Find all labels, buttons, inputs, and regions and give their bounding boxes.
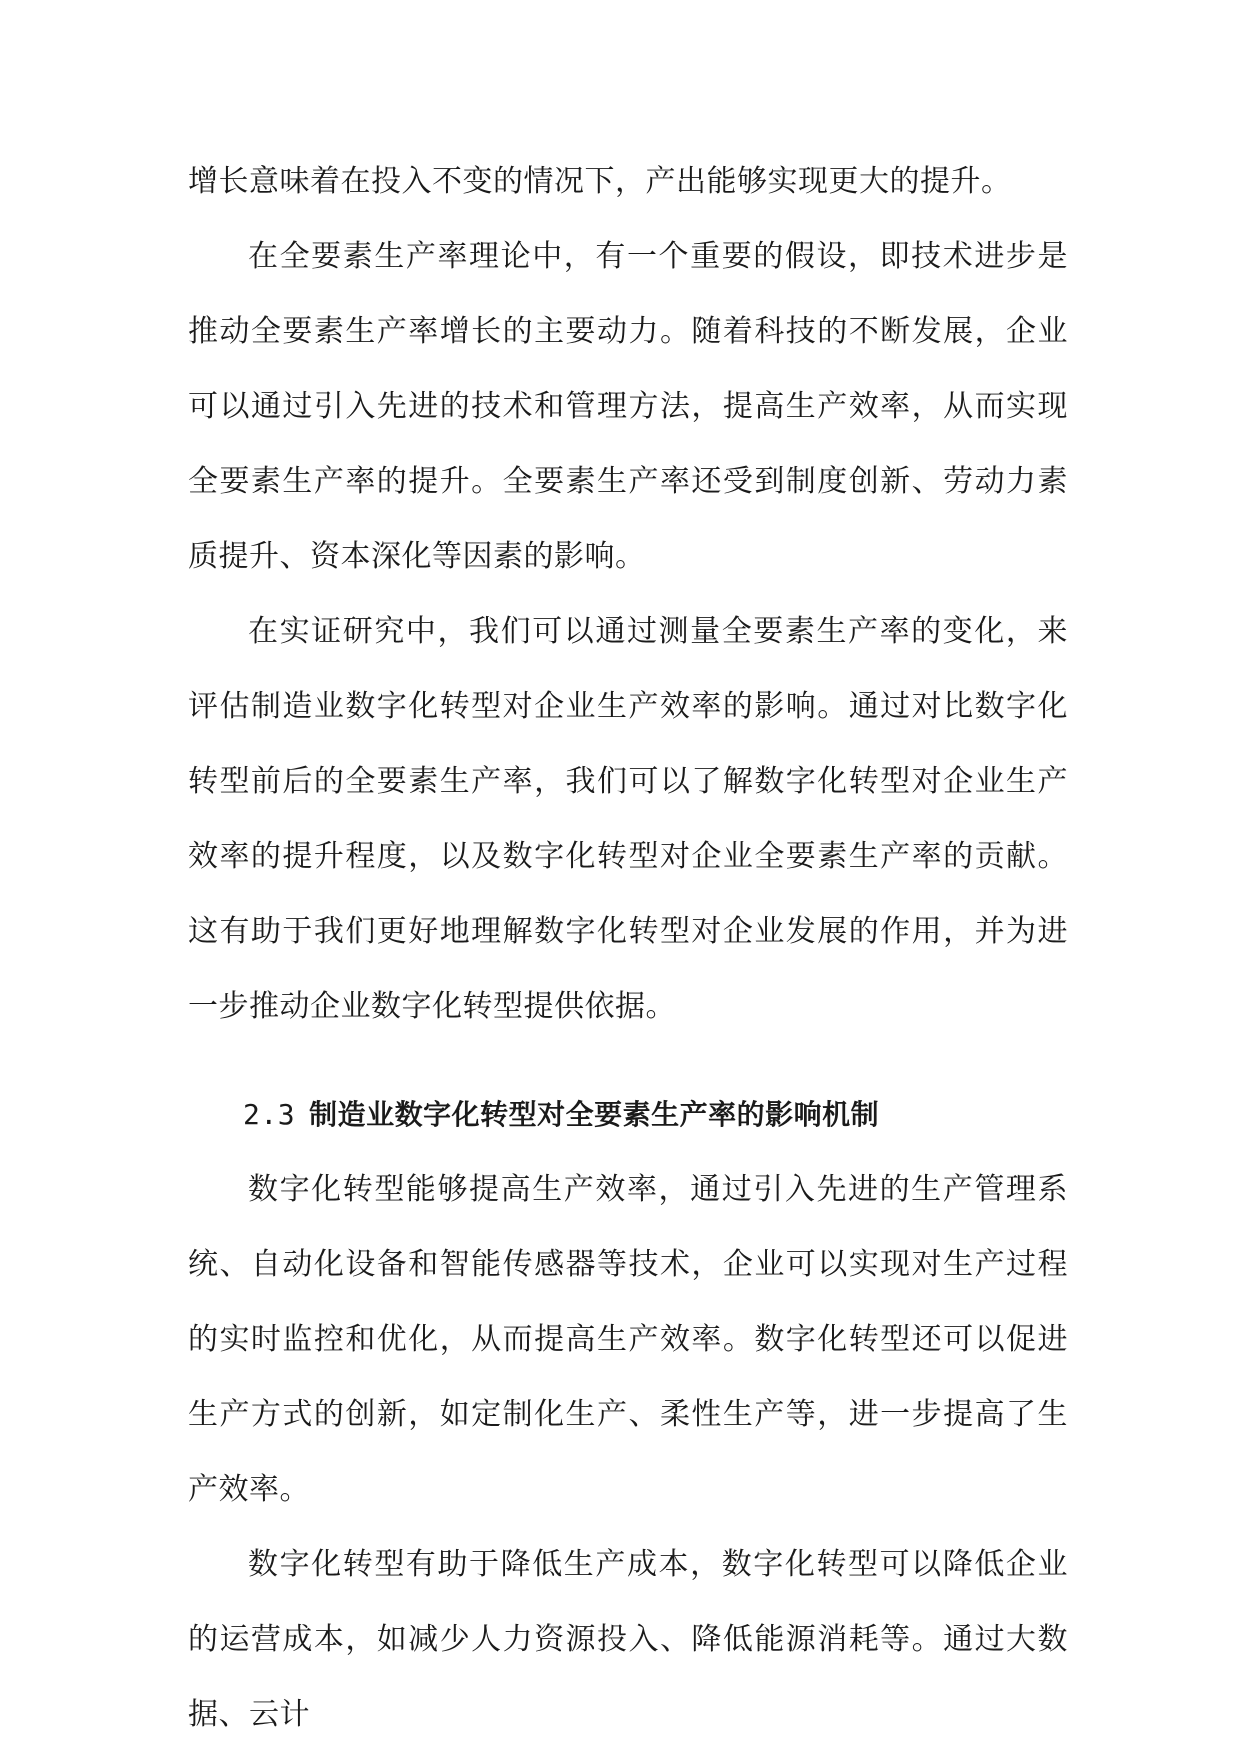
section-title: 制造业数字化转型对全要素生产率的影响机制 — [309, 1098, 880, 1131]
paragraph-tfp-theory: 在全要素生产率理论中，有一个重要的假设，即技术进步是推动全要素生产率增长的主要动力。随着科技的不断发展，企业可以通过引入先进的技术和管理方法，提高生产效率，从而实现全要素生产率的提升。全要素生产率还受到制度创新、劳动力素质提升、资本深化等因素的影响。 — [188, 239, 1068, 574]
section-heading — [188, 1077, 1068, 1152]
paragraph-empirical-research: 在实证研究中，我们可以通过测量全要素生产率的变化，来评估制造业数字化转型对企业生产效率的影响。通过对比数字化转型前后的全要素生产率，我们可以了解数字化转型对企业生产效率的提升程度，以及数字化转型对企业全要素生产率的贡献。这有助于我们更好地理解数字化转型对企业发展的作用，并为进一步推动企业数字化转型提供依据。 — [188, 614, 1068, 1024]
paragraph-continuation: 增长意味着在投入不变的情况下，产出能够实现更大的提升。 — [188, 164, 1012, 199]
paragraph-cost-reduction: 数字化转型有助于降低生产成本，数字化转型可以降低企业的运营成本，如减少人力资源投入、降低能源消耗等。通过大数据、云计 — [188, 1547, 1068, 1732]
document-body — [188, 144, 1068, 1752]
paragraph-efficiency: 数字化转型能够提高生产效率，通过引入先进的生产管理系统、自动化设备和智能传感器等技术，企业可以实现对生产过程的实时监控和优化，从而提高生产效率。数字化转型还可以促进生产方式的创新，如定制化生产、柔性生产等，进一步提高了生产效率。 — [188, 1172, 1068, 1507]
section-number: 2.3 — [243, 1098, 296, 1131]
